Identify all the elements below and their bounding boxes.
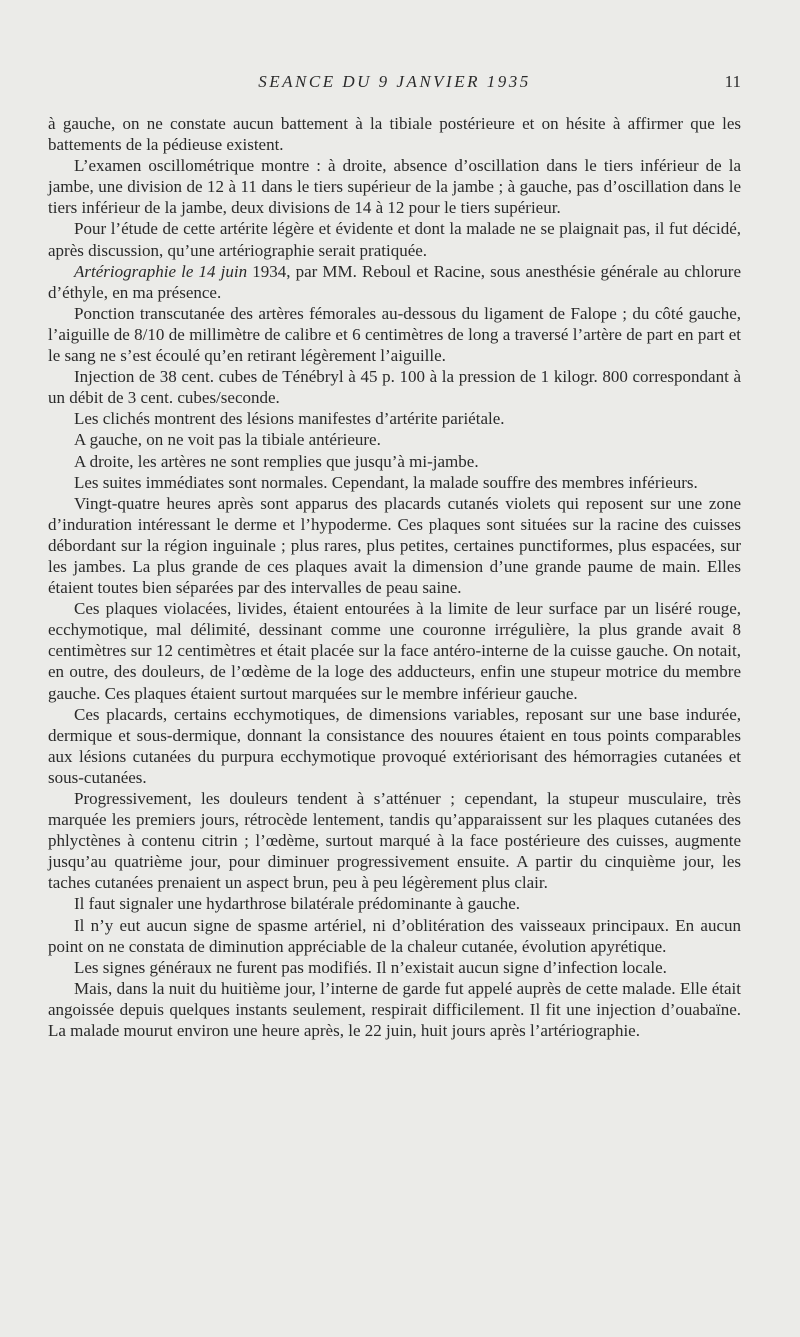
- paragraph: Il faut signaler une hydarthrose bilatérale prédominante à gauche.: [74, 894, 521, 914]
- paragraph: Artériographie le 14 juin 1934, par MM. Reboul et Racine, sous anesthésie générale au chlorure d’éthyle, en ma présence.: [48, 261, 741, 302]
- page-header: [48, 72, 741, 96]
- paragraph: Vingt-quatre heures après sont apparus des placards cutanés violets qui reposent sur une zone d’induration intéressant le derme et l’hypoderme. Ces plaques sont situées sur la racine des cuisses débordant sur la région inguinale ; plus rares, plus petites, certaines punctiformes, plus espacées, sur les jambes. La plus grande de ces plaques avait la dimension d’une grande paume de main. Elles étaient toutes bien séparées par des intervalles de peau saine.: [48, 493, 741, 598]
- paragraph: Injection de 38 cent. cubes de Ténébryl à 45 p. 100 à la pression de 1 kilogr. 800 correspondant à un débit de 3 cent. cubes/seconde.: [48, 367, 741, 408]
- paragraph: A droite, les artères ne sont remplies que jusqu’à mi-jambe.: [74, 451, 479, 471]
- paragraph: Les signes généraux ne furent pas modifiés. Il n’existait aucun signe d’infection locale.: [74, 957, 667, 977]
- paragraph: Mais, dans la nuit du huitième jour, l’interne de garde fut appelé auprès de cette malade. Elle était angoissée depuis quelques instants seulement, respirait difficilement. Il fit une injection d’ouabaïne. La malade mourut environ une heure après, le 22 juin, huit jours après l’artériographie.: [48, 978, 741, 1041]
- italic-heading: Artériographie le 14 juin: [74, 261, 248, 281]
- paragraph: Ces plaques violacées, livides, étaient entourées à la limite de leur surface par un liséré rouge, ecchymotique, mal délimité, dessinant comme une couronne irrégulière, la plus grande avait 8 centimètres sur 12 centimètres et était placée sur la face antéro-interne de la cuisse gauche. On notait, en outre, des douleurs, de l’œdème de la loge des adducteurs, enfin une stupeur motrice du membre gauche. Ces plaques étaient surtout marquées sur le membre inférieur gauche.: [48, 599, 741, 703]
- paragraph: Pour l’étude de cette artérite légère et évidente et dont la malade ne se plaignait pas, il fut décidé, après discussion, qu’une artériographie serait pratiquée.: [48, 219, 741, 260]
- paragraph: A gauche, on ne voit pas la tibiale antérieure.: [74, 430, 381, 450]
- paragraph: Les clichés montrent des lésions manifestes d’artérite pariétale.: [74, 409, 505, 429]
- paragraph: Il n’y eut aucun signe de spasme artériel, ni d’oblitération des vaisseaux principaux. En aucun point on ne constata de diminution appréciable de la chaleur cutanée, évolution apyrétique.: [48, 915, 741, 956]
- paragraph: à gauche, on ne constate aucun battement à la tibiale postérieure et on hésite à affirmer que les battements de la pédieuse existent.: [48, 114, 741, 155]
- paragraph: Progressivement, les douleurs tendent à s’atténuer ; cependant, la stupeur musculaire, très marquée les premiers jours, rétrocède lentement, tandis qu’apparaissent sur les plaques cutanées des phlyctènes à contenu citrin ; l’œdème, surtout marqué à la face postérieure des cuisses, augmente jusqu’au quatrième jour, pour diminuer progressivement ensuite. A partir du cinquième jour, les taches cutanées prenaient un aspect brun, peu à peu légèrement plus clair.: [48, 789, 741, 893]
- paragraph: Ces placards, certains ecchymotiques, de dimensions variables, reposant sur une base indurée, dermique et sous-dermique, donnant la consistance des nouures étaient en tous points comparables aux lésions cutanées du purpura ecchymotique provoqué extériorisant des hémorragies cutanées et sous-cutanées.: [48, 704, 741, 787]
- paragraph: Ponction transcutanée des artères fémorales au-dessous du ligament de Falope ; du côté gauche, l’aiguille de 8/10 de millimètre de calibre et 6 centimètres de long a traversé l’artère de part en part et le sang ne s’est écoulé qu’en retirant légèrement l’aiguille.: [48, 303, 741, 366]
- article-body: [48, 113, 741, 1041]
- paragraph: L’examen oscillométrique montre : à droite, absence d’oscillation dans le tiers inférieur de la jambe, une division de 12 à 11 dans le tiers supérieur de la jambe ; à gauche, pas d’oscillation dans le tiers inférieur de la jambe, deux divisions de 14 à 12 pour le tiers supérieur.: [48, 156, 741, 218]
- paragraph: Les suites immédiates sont normales. Cependant, la malade souffre des membres inférieurs.: [74, 472, 698, 492]
- page-number: 11: [724, 72, 741, 91]
- running-title: SEANCE DU 9 JANVIER 1935: [258, 72, 531, 91]
